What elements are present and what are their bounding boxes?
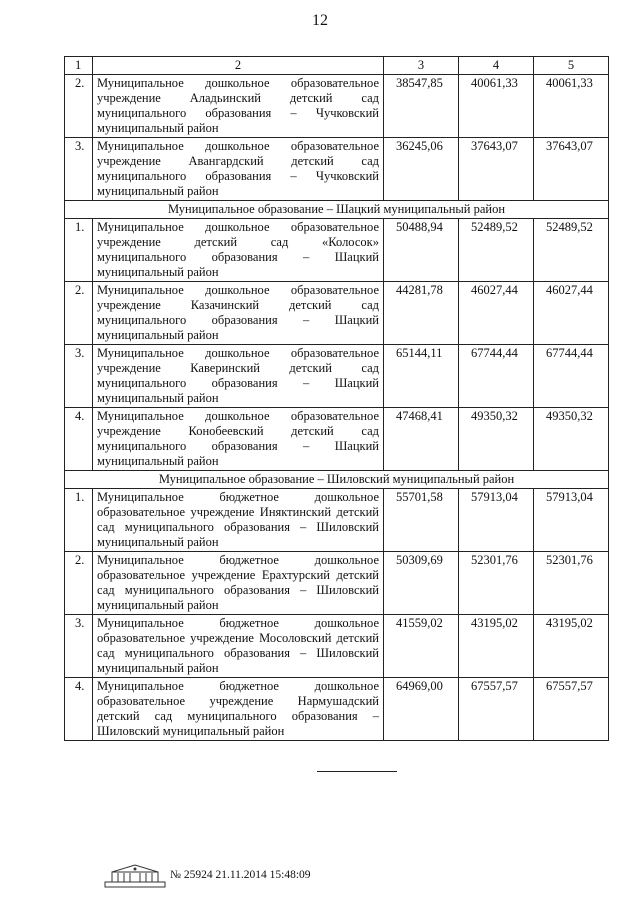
row-number: 3. xyxy=(65,138,93,201)
value-col-5: 49350,32 xyxy=(534,408,609,471)
row-number: 2. xyxy=(65,282,93,345)
value-col-4: 67557,57 xyxy=(459,678,534,741)
value-col-4: 52489,52 xyxy=(459,219,534,282)
value-col-3: 65144,11 xyxy=(384,345,459,408)
value-col-3: 64969,00 xyxy=(384,678,459,741)
value-col-5: 46027,44 xyxy=(534,282,609,345)
row-number: 4. xyxy=(65,678,93,741)
value-col-5: 67744,44 xyxy=(534,345,609,408)
row-number: 2. xyxy=(65,552,93,615)
value-col-5: 43195,02 xyxy=(534,615,609,678)
section-row-shilovsky xyxy=(65,471,609,489)
value-col-5: 37643,07 xyxy=(534,138,609,201)
value-col-3: 41559,02 xyxy=(384,615,459,678)
value-col-4: 40061,33 xyxy=(459,75,534,138)
institution-name: Муниципальное дошкольное образовательное учреждение Конобеевский детский сад муниципального образования – Шацкий муниципальный район xyxy=(93,408,384,471)
value-col-3: 50309,69 xyxy=(384,552,459,615)
row-number: 3. xyxy=(65,345,93,408)
table-row xyxy=(65,75,609,138)
row-number: 3. xyxy=(65,615,93,678)
section-row-shatsky xyxy=(65,201,609,219)
registration-footer xyxy=(104,862,311,888)
header-col-4: 4 xyxy=(459,57,534,75)
institution-name: Муниципальное дошкольное образовательное учреждение Аладьинский детский сад муниципального образования – Чучковский муниципальный район xyxy=(93,75,384,138)
value-col-4: 57913,04 xyxy=(459,489,534,552)
header-col-3: 3 xyxy=(384,57,459,75)
institution-name: Муниципальное бюджетное дошкольное образовательное учреждение Ерахтурский детский сад муниципального образования – Шиловский муниципальный район xyxy=(93,552,384,615)
institution-name: Муниципальное бюджетное дошкольное образовательное учреждение Иняктинский детский сад муниципального образования – Шиловский муниципальный район xyxy=(93,489,384,552)
institution-name: Муниципальное дошкольное образовательное учреждение Казачинский детский сад муниципального образования – Шацкий муниципальный район xyxy=(93,282,384,345)
table-row xyxy=(65,615,609,678)
header-col-1: 1 xyxy=(65,57,93,75)
value-col-5: 67557,57 xyxy=(534,678,609,741)
institution-name: Муниципальное дошкольное образовательное учреждение детский сад «Колосок» муниципального образования – Шацкий муниципальный район xyxy=(93,219,384,282)
table-row xyxy=(65,345,609,408)
value-col-3: 38547,85 xyxy=(384,75,459,138)
section-title: Муниципальное образование – Шиловский муниципальный район xyxy=(65,471,609,489)
institution-name: Муниципальное дошкольное образовательное учреждение Каверинский детский сад муниципального образования – Шацкий муниципальный район xyxy=(93,345,384,408)
value-col-4: 49350,32 xyxy=(459,408,534,471)
value-col-4: 52301,76 xyxy=(459,552,534,615)
value-col-4: 67744,44 xyxy=(459,345,534,408)
table-row xyxy=(65,489,609,552)
budget-table xyxy=(64,56,609,741)
building-seal-icon xyxy=(104,862,166,888)
section-title: Муниципальное образование – Шацкий муниципальный район xyxy=(65,201,609,219)
value-col-4: 46027,44 xyxy=(459,282,534,345)
value-col-4: 43195,02 xyxy=(459,615,534,678)
header-col-5: 5 xyxy=(534,57,609,75)
page-number: 12 xyxy=(312,12,328,29)
row-number: 2. xyxy=(65,75,93,138)
table-row xyxy=(65,552,609,615)
table-row xyxy=(65,408,609,471)
table-row xyxy=(65,678,609,741)
table-header-row xyxy=(65,57,609,75)
table-row xyxy=(65,282,609,345)
header-col-2: 2 xyxy=(93,57,384,75)
registration-stamp: № 25924 21.11.2014 15:48:09 xyxy=(170,869,311,881)
value-col-3: 44281,78 xyxy=(384,282,459,345)
row-number: 4. xyxy=(65,408,93,471)
value-col-3: 36245,06 xyxy=(384,138,459,201)
table-row xyxy=(65,138,609,201)
value-col-4: 37643,07 xyxy=(459,138,534,201)
row-number: 1. xyxy=(65,219,93,282)
institution-name: Муниципальное дошкольное образовательное учреждение Авангардский детский сад муниципального образования – Чучковский муниципальный район xyxy=(93,138,384,201)
row-number: 1. xyxy=(65,489,93,552)
value-col-3: 55701,58 xyxy=(384,489,459,552)
closing-separator-line xyxy=(317,771,397,772)
value-col-5: 40061,33 xyxy=(534,75,609,138)
value-col-3: 50488,94 xyxy=(384,219,459,282)
table-body xyxy=(65,57,609,741)
value-col-5: 52301,76 xyxy=(534,552,609,615)
value-col-3: 47468,41 xyxy=(384,408,459,471)
institution-name: Муниципальное бюджетное дошкольное образовательное учреждение Мосоловский детский сад муниципального образования – Шиловский муниципальный район xyxy=(93,615,384,678)
table-row xyxy=(65,219,609,282)
value-col-5: 52489,52 xyxy=(534,219,609,282)
value-col-5: 57913,04 xyxy=(534,489,609,552)
institution-name: Муниципальное бюджетное дошкольное образовательное учреждение Нармушадский детский сад муниципального образования – Шиловский муниципальный район xyxy=(93,678,384,741)
